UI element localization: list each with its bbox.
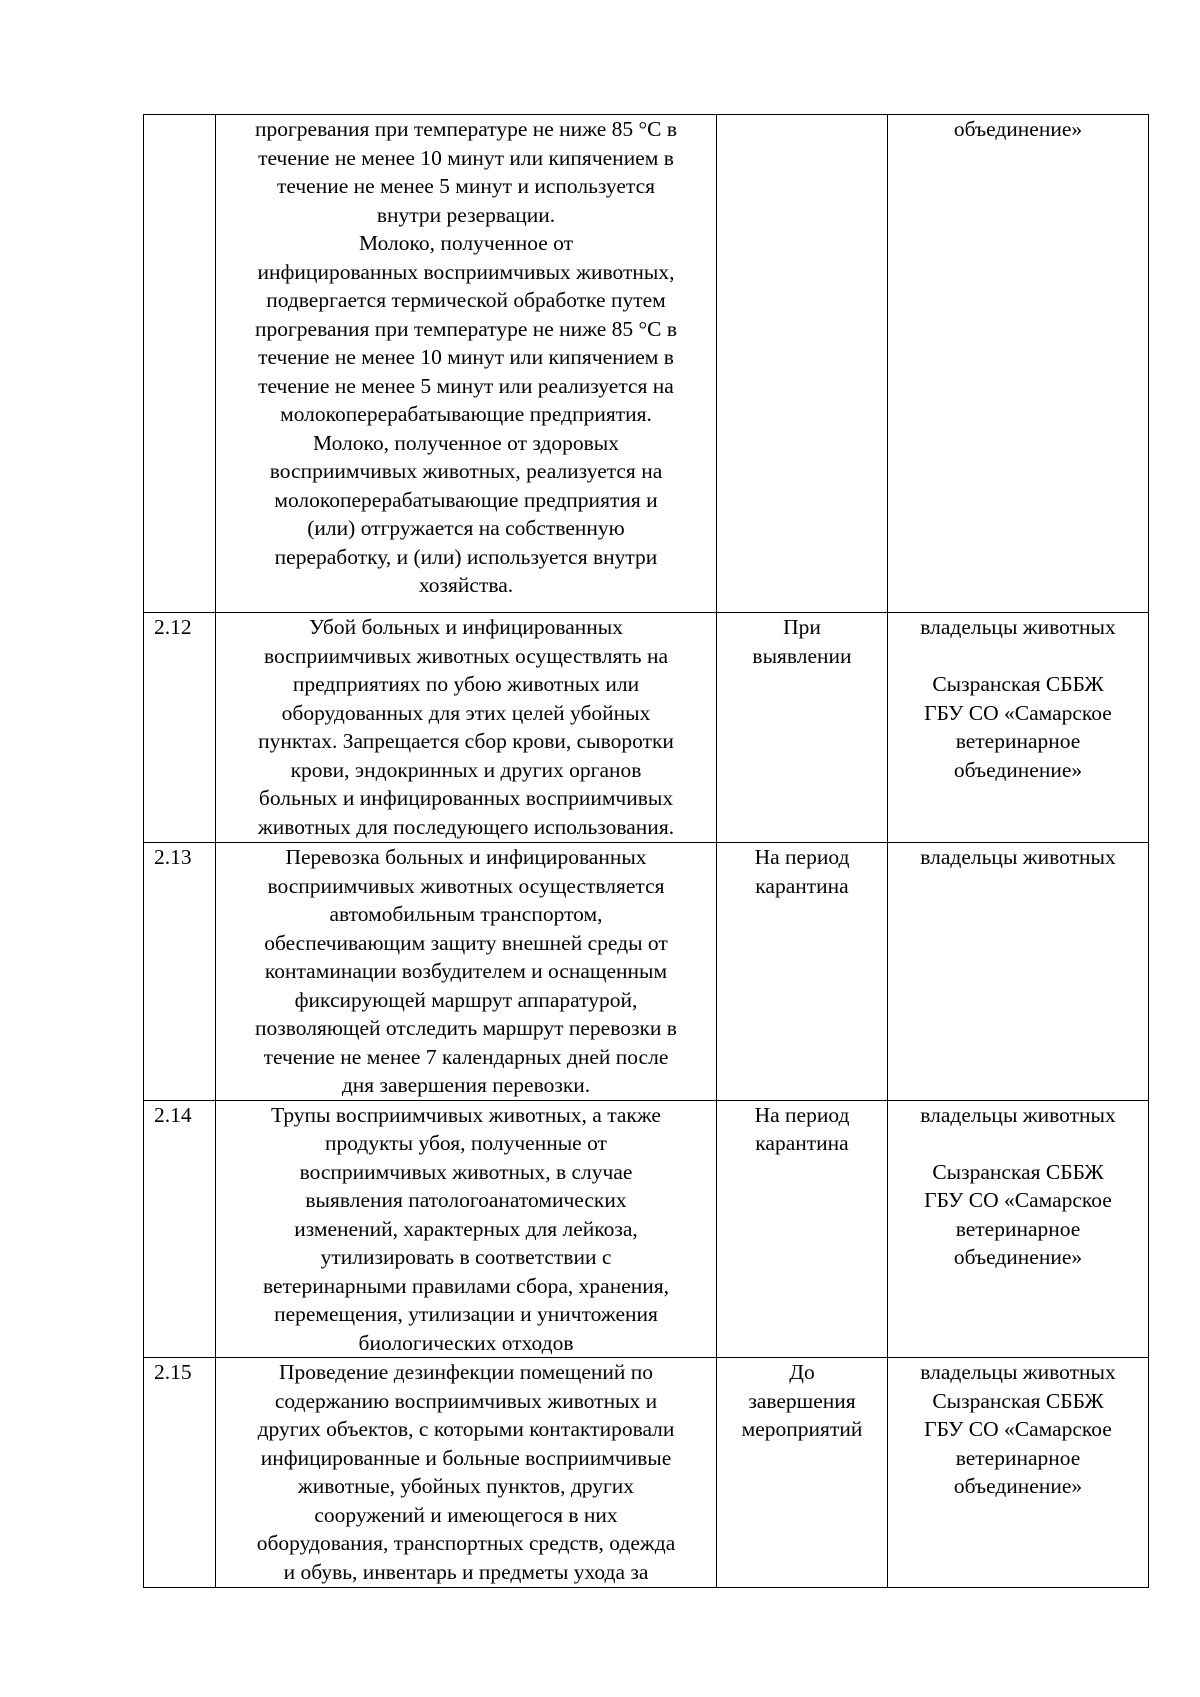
measure-description-line: дня завершения перевозки. (341, 1073, 591, 1097)
execution-period-line: При (783, 615, 821, 639)
measure-description (216, 613, 717, 843)
measure-description-line: Убой больных и инфицированных (309, 615, 623, 639)
table-row (144, 843, 1149, 1101)
responsible-parties-line: владельцы животных (920, 1360, 1116, 1384)
responsible-parties-line: объединение» (953, 117, 1083, 141)
measure-description-line: восприимчивых животных, в случае (299, 1159, 633, 1184)
measure-description-line: животных для последующего использования. (257, 814, 675, 839)
measure-description-line: контаминации возбудителем и оснащенным (264, 959, 668, 983)
measure-description-line: больных и инфицированных восприимчивых (258, 786, 674, 810)
measure-description-line: животные, убойных пунктов, других (297, 1474, 635, 1498)
measure-description-line: оборудования, транспортных средств, одежда (256, 1531, 676, 1555)
row-number: 2.15 (144, 1358, 216, 1588)
table-row (144, 1100, 1149, 1358)
measure-description-line: перемещения, утилизации и уничтожения (274, 1302, 658, 1326)
responsible-parties-line (892, 642, 1144, 671)
responsible-parties-line: владельцы животных (920, 1102, 1116, 1127)
measure-description-line: Перевозка больных и инфицированных (285, 845, 647, 869)
execution-period (717, 843, 888, 1101)
measure-description-line: и обувь, инвентарь и предметы ухода за (283, 1559, 649, 1584)
responsible-parties-line: объединение» (953, 1245, 1083, 1269)
measure-description (216, 115, 717, 613)
measure-description-line: автомобильным транспортом, (329, 902, 603, 926)
table-row (144, 613, 1149, 843)
execution-period (717, 115, 888, 613)
measure-description-line: сооружений и имеющегося в них (314, 1502, 618, 1527)
row-number (144, 115, 216, 613)
responsible-parties-line: владельцы животных (920, 615, 1116, 639)
measure-description-line: молокоперерабатывающие предприятия. (280, 402, 652, 426)
responsible-parties-line: ветеринарное (955, 1216, 1081, 1241)
responsible-parties-line: владельцы животных (920, 845, 1116, 869)
measure-description-line: утилизировать в соответствии с (320, 1245, 612, 1269)
measure-description-line: Проведение дезинфекции помещений по (278, 1360, 654, 1384)
measure-description-line: содержанию восприимчивых животных и (274, 1388, 658, 1413)
measure-description-line: Молоко, полученное от здоровых (312, 430, 619, 455)
measure-description-line: восприимчивых животных осуществлять на (263, 643, 669, 668)
responsible-parties-line: ветеринарное (955, 729, 1081, 753)
responsible-parties-line: ГБУ СО «Самарское (924, 1188, 1112, 1212)
table-row (144, 115, 1149, 613)
measure-description-line: инфицированных восприимчивых животных, (257, 259, 675, 284)
measure-description-line: переработку, и (или) используется внутри (274, 544, 658, 569)
responsible-parties-line: Сызранская СББЖ (932, 672, 1104, 696)
measure-description-line: предприятиях по убою животных или (292, 672, 640, 696)
execution-period-line: выявлении (752, 643, 852, 668)
measure-description-line: молокоперерабатывающие предприятия и (274, 487, 658, 512)
responsible-parties-line: ГБУ СО «Самарское (924, 700, 1112, 725)
measure-description-line: оборудованных для этих целей убойных (281, 700, 651, 725)
responsible-parties-line (892, 1129, 1144, 1158)
measure-description-line: позволяющей отследить маршрут перевозки в (255, 1016, 677, 1040)
measure-description-line: фиксирующей маршрут аппаратурой, (294, 987, 638, 1012)
measure-description-line: внутри резервации. (376, 202, 556, 227)
responsible-parties-line: ГБУ СО «Самарское (924, 1417, 1112, 1441)
execution-period (717, 1358, 888, 1588)
responsible-parties-line: Сызранская СББЖ (932, 1159, 1104, 1184)
measure-description-line: обеспечивающим защиту внешней среды от (264, 930, 668, 955)
measure-description-line: инфицированные и больные восприимчивые (260, 1445, 672, 1470)
measures-table-body (144, 115, 1149, 1588)
row-number: 2.13 (144, 843, 216, 1101)
responsible-parties (888, 1358, 1149, 1588)
measure-description-line: ветеринарными правилами сбора, хранения, (262, 1273, 670, 1298)
responsible-parties (888, 613, 1149, 843)
execution-period-line: карантина (755, 873, 849, 898)
responsible-parties (888, 843, 1149, 1101)
responsible-parties-line: объединение» (953, 757, 1083, 782)
measure-description-line: восприимчивых животных, реализуется на (269, 459, 663, 483)
measure-description-line: Молоко, полученное от (359, 231, 573, 255)
measure-description (216, 1358, 717, 1588)
row-number: 2.14 (144, 1100, 216, 1358)
measure-description-line: пунктах. Запрещается сбор крови, сыворотки (258, 729, 674, 753)
responsible-parties-line: Сызранская СББЖ (932, 1388, 1104, 1413)
measure-description-line: продукты убоя, полученные от (325, 1131, 607, 1155)
responsible-parties (888, 1100, 1149, 1358)
execution-period-line: мероприятий (741, 1417, 863, 1441)
execution-period-line: На период (754, 1102, 850, 1127)
execution-period-line: До (789, 1360, 815, 1384)
responsible-parties-line: объединение» (953, 1474, 1083, 1498)
measure-description (216, 843, 717, 1101)
measure-description-line: течение не менее 10 минут или кипячением в (258, 345, 674, 369)
execution-period (717, 1100, 888, 1358)
responsible-parties (888, 115, 1149, 613)
measure-description-line: изменений, характерных для лейкоза, (294, 1216, 638, 1241)
measure-description-line: выявления патологоанатомических (305, 1188, 627, 1212)
measure-description-line: крови, эндокринных и других органов (290, 757, 642, 782)
measure-description-line: прогревания при температуре не ниже 85 °С в (254, 316, 678, 341)
measure-description-line: течение не менее 7 календарных дней после (263, 1044, 669, 1069)
measure-description-line: Трупы восприимчивых животных, а также (271, 1102, 661, 1127)
measures-table (143, 114, 1149, 1588)
measure-description-line: течение не менее 5 минут или реализуется на (258, 373, 674, 398)
measure-description-line: других объектов, с которыми контактировали (257, 1417, 675, 1441)
measure-description-line: прогревания при температуре не ниже 85 °С в (254, 117, 678, 141)
measure-description-line: подвергается термической обработке путем (266, 288, 666, 312)
measure-description-line: течение не менее 10 минут или кипячением в (258, 145, 674, 170)
measure-description (216, 1100, 717, 1358)
responsible-parties-line: ветеринарное (955, 1445, 1081, 1470)
execution-period-line: На период (754, 845, 850, 869)
measure-description-line: хозяйства. (418, 573, 514, 597)
measure-description-line: (или) отгружается на собственную (307, 516, 625, 540)
row-number: 2.12 (144, 613, 216, 843)
execution-period-line: завершения (748, 1388, 856, 1413)
measure-description-line: биологических отходов (358, 1330, 574, 1355)
table-row (144, 1358, 1149, 1588)
execution-period (717, 613, 888, 843)
measure-description-line: течение не менее 5 минут и используется (276, 174, 656, 198)
measure-description-line: восприимчивых животных осуществляется (267, 873, 665, 898)
execution-period-line: карантина (755, 1131, 849, 1155)
